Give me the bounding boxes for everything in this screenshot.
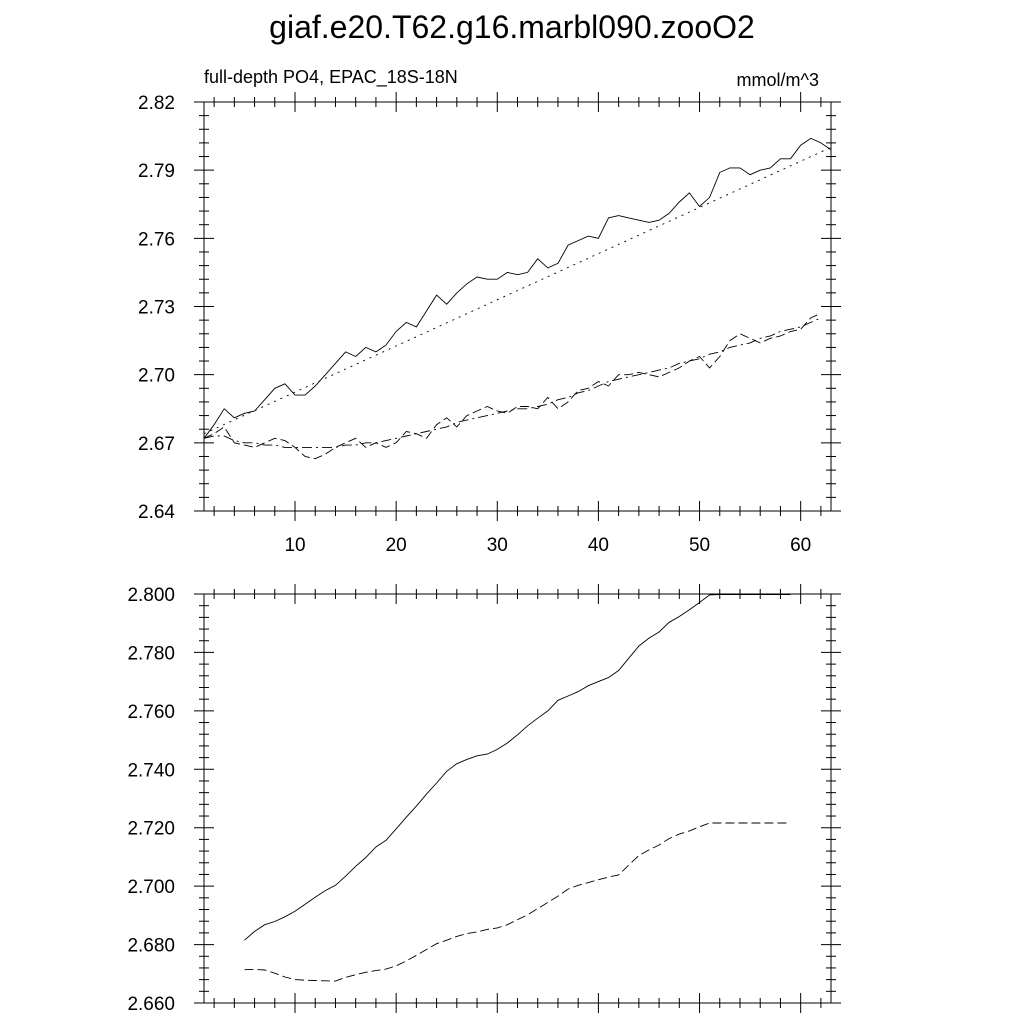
- x-tick-label: 20: [385, 535, 407, 556]
- y-tick-label: 2.760: [127, 701, 175, 723]
- y-tick-label: 2.740: [127, 760, 175, 782]
- y-tick-label: 2.680: [127, 935, 175, 957]
- y-tick-label: 2.720: [127, 818, 175, 840]
- y-tick-label: 2.76: [138, 229, 175, 251]
- x-tick-label: 60: [790, 535, 812, 556]
- x-tick-label: 10: [284, 535, 306, 556]
- x-tick-label: 30: [486, 535, 508, 556]
- x-tick-label: 40: [587, 535, 609, 556]
- top-panel-left-label: full-depth PO4, EPAC_18S-18N: [204, 67, 458, 87]
- x-tick-label: 50: [688, 535, 711, 556]
- y-tick-label: 2.82: [138, 93, 175, 114]
- top-panel-units-label: mmol/m^3: [736, 70, 819, 90]
- y-tick-label: 2.700: [127, 877, 175, 899]
- y-tick-label: 2.79: [138, 161, 175, 183]
- y-tick-label: 2.660: [127, 994, 175, 1015]
- y-tick-label: 2.800: [127, 585, 175, 606]
- y-tick-label: 2.70: [138, 365, 175, 387]
- y-tick-label: 2.780: [127, 643, 175, 665]
- y-tick-label: 2.73: [138, 297, 175, 319]
- y-tick-label: 2.67: [138, 433, 175, 455]
- y-tick-label: 2.64: [138, 502, 175, 523]
- figure-title: giaf.e20.T62.g16.marbl090.zooO2: [269, 9, 755, 45]
